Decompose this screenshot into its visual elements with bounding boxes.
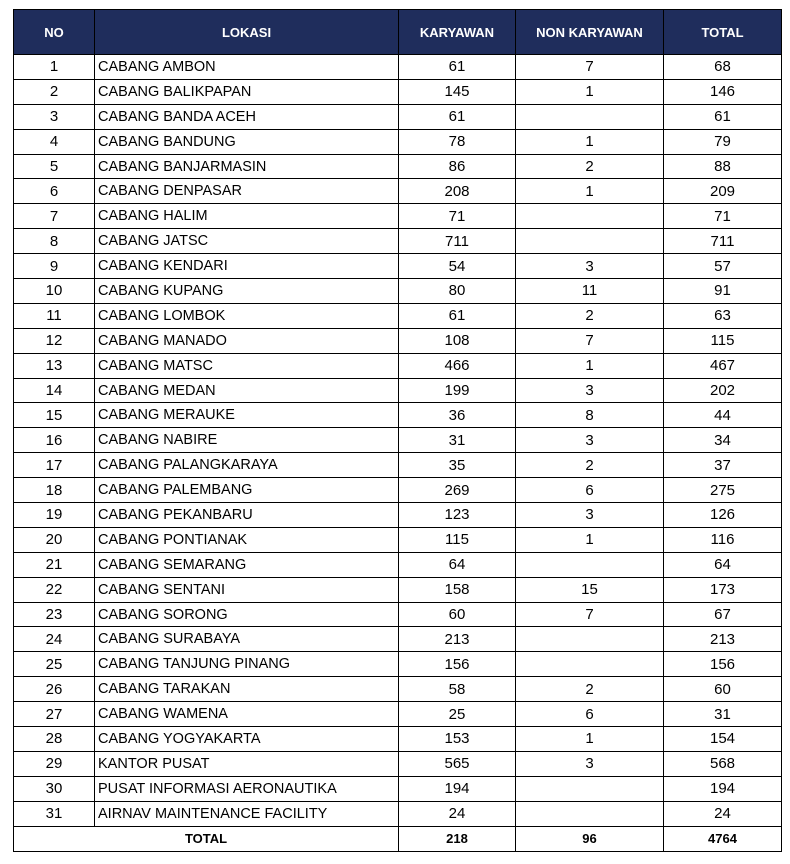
cell-karyawan: 61	[399, 55, 516, 80]
cell-no: 16	[14, 428, 95, 453]
cell-karyawan: 78	[399, 129, 516, 154]
table-row	[14, 378, 782, 403]
cell-no: 17	[14, 453, 95, 478]
table-footer	[14, 826, 782, 851]
table-row	[14, 776, 782, 801]
table-row	[14, 154, 782, 179]
cell-total: 68	[664, 55, 782, 80]
cell-non-karyawan	[516, 229, 664, 254]
cell-non-karyawan: 1	[516, 79, 664, 104]
table-row	[14, 204, 782, 229]
cell-total: 275	[664, 478, 782, 503]
cell-no: 7	[14, 204, 95, 229]
cell-lokasi: CABANG HALIM	[95, 204, 399, 229]
cell-total: 116	[664, 527, 782, 552]
header-karyawan: KARYAWAN	[399, 10, 516, 55]
cell-lokasi: CABANG PONTIANAK	[95, 527, 399, 552]
cell-karyawan: 80	[399, 279, 516, 304]
cell-total: 24	[664, 801, 782, 826]
cell-karyawan: 208	[399, 179, 516, 204]
cell-non-karyawan: 1	[516, 527, 664, 552]
cell-total: 156	[664, 652, 782, 677]
cell-no: 21	[14, 552, 95, 577]
table-row	[14, 751, 782, 776]
table-row	[14, 453, 782, 478]
cell-karyawan: 61	[399, 104, 516, 129]
header-total: TOTAL	[664, 10, 782, 55]
cell-total: 194	[664, 776, 782, 801]
cell-non-karyawan: 3	[516, 503, 664, 528]
cell-no: 27	[14, 702, 95, 727]
cell-no: 30	[14, 776, 95, 801]
cell-karyawan: 24	[399, 801, 516, 826]
cell-karyawan: 269	[399, 478, 516, 503]
cell-non-karyawan: 6	[516, 702, 664, 727]
cell-karyawan: 71	[399, 204, 516, 229]
cell-total: 60	[664, 677, 782, 702]
employee-table	[13, 9, 782, 852]
cell-lokasi: CABANG SURABAYA	[95, 627, 399, 652]
cell-non-karyawan	[516, 552, 664, 577]
cell-no: 28	[14, 727, 95, 752]
cell-total: 209	[664, 179, 782, 204]
cell-karyawan: 58	[399, 677, 516, 702]
cell-karyawan: 213	[399, 627, 516, 652]
cell-total: 44	[664, 403, 782, 428]
cell-non-karyawan	[516, 801, 664, 826]
cell-non-karyawan: 6	[516, 478, 664, 503]
cell-lokasi: CABANG MANADO	[95, 328, 399, 353]
cell-no: 31	[14, 801, 95, 826]
table-row	[14, 403, 782, 428]
table-row	[14, 129, 782, 154]
total-non-karyawan: 96	[516, 826, 664, 851]
cell-non-karyawan	[516, 104, 664, 129]
table-row	[14, 279, 782, 304]
cell-total: 34	[664, 428, 782, 453]
table-row	[14, 503, 782, 528]
cell-total: 57	[664, 254, 782, 279]
cell-no: 6	[14, 179, 95, 204]
table-body	[14, 55, 782, 827]
cell-total: 126	[664, 503, 782, 528]
table-row	[14, 353, 782, 378]
cell-karyawan: 36	[399, 403, 516, 428]
cell-lokasi: PUSAT INFORMASI AERONAUTIKA	[95, 776, 399, 801]
cell-non-karyawan: 7	[516, 602, 664, 627]
total-total: 4764	[664, 826, 782, 851]
cell-total: 213	[664, 627, 782, 652]
cell-non-karyawan: 3	[516, 751, 664, 776]
cell-lokasi: CABANG JATSC	[95, 229, 399, 254]
cell-non-karyawan: 2	[516, 453, 664, 478]
cell-no: 18	[14, 478, 95, 503]
table-row	[14, 478, 782, 503]
table-row	[14, 702, 782, 727]
total-karyawan: 218	[399, 826, 516, 851]
cell-non-karyawan: 2	[516, 154, 664, 179]
cell-non-karyawan	[516, 627, 664, 652]
cell-lokasi: CABANG PALEMBANG	[95, 478, 399, 503]
cell-karyawan: 108	[399, 328, 516, 353]
table-row	[14, 652, 782, 677]
cell-no: 29	[14, 751, 95, 776]
cell-non-karyawan: 1	[516, 179, 664, 204]
cell-karyawan: 199	[399, 378, 516, 403]
cell-karyawan: 156	[399, 652, 516, 677]
cell-lokasi: CABANG KUPANG	[95, 279, 399, 304]
cell-total: 154	[664, 727, 782, 752]
cell-total: 88	[664, 154, 782, 179]
cell-no: 24	[14, 627, 95, 652]
cell-total: 146	[664, 79, 782, 104]
table-row	[14, 229, 782, 254]
table-row	[14, 179, 782, 204]
cell-lokasi: CABANG SORONG	[95, 602, 399, 627]
table-row	[14, 677, 782, 702]
cell-karyawan: 54	[399, 254, 516, 279]
header-no: NO	[14, 10, 95, 55]
total-label: TOTAL	[14, 826, 399, 851]
cell-karyawan: 64	[399, 552, 516, 577]
cell-karyawan: 31	[399, 428, 516, 453]
header-row	[14, 10, 782, 55]
table-row	[14, 577, 782, 602]
cell-no: 14	[14, 378, 95, 403]
total-row	[14, 826, 782, 851]
cell-lokasi: CABANG LOMBOK	[95, 303, 399, 328]
cell-non-karyawan: 1	[516, 353, 664, 378]
cell-non-karyawan: 3	[516, 254, 664, 279]
cell-total: 711	[664, 229, 782, 254]
table-row	[14, 104, 782, 129]
cell-no: 1	[14, 55, 95, 80]
table-row	[14, 727, 782, 752]
cell-non-karyawan: 15	[516, 577, 664, 602]
cell-no: 10	[14, 279, 95, 304]
table-header	[14, 10, 782, 55]
cell-karyawan: 145	[399, 79, 516, 104]
cell-lokasi: CABANG BANDUNG	[95, 129, 399, 154]
cell-non-karyawan: 3	[516, 428, 664, 453]
cell-lokasi: CABANG DENPASAR	[95, 179, 399, 204]
table-row	[14, 602, 782, 627]
cell-total: 31	[664, 702, 782, 727]
cell-total: 79	[664, 129, 782, 154]
cell-total: 115	[664, 328, 782, 353]
table-row	[14, 801, 782, 826]
table-row	[14, 552, 782, 577]
cell-non-karyawan: 1	[516, 129, 664, 154]
cell-total: 61	[664, 104, 782, 129]
cell-karyawan: 35	[399, 453, 516, 478]
cell-karyawan: 60	[399, 602, 516, 627]
cell-karyawan: 158	[399, 577, 516, 602]
cell-no: 13	[14, 353, 95, 378]
cell-total: 67	[664, 602, 782, 627]
cell-no: 5	[14, 154, 95, 179]
table-row	[14, 55, 782, 80]
cell-lokasi: CABANG WAMENA	[95, 702, 399, 727]
cell-no: 3	[14, 104, 95, 129]
cell-no: 12	[14, 328, 95, 353]
cell-lokasi: CABANG PEKANBARU	[95, 503, 399, 528]
cell-total: 91	[664, 279, 782, 304]
cell-lokasi: CABANG TANJUNG PINANG	[95, 652, 399, 677]
cell-no: 9	[14, 254, 95, 279]
table-row	[14, 428, 782, 453]
cell-total: 63	[664, 303, 782, 328]
cell-no: 22	[14, 577, 95, 602]
cell-lokasi: CABANG TARAKAN	[95, 677, 399, 702]
cell-non-karyawan: 7	[516, 55, 664, 80]
header-lokasi: LOKASI	[95, 10, 399, 55]
cell-no: 15	[14, 403, 95, 428]
cell-total: 568	[664, 751, 782, 776]
cell-lokasi: CABANG SENTANI	[95, 577, 399, 602]
cell-non-karyawan: 2	[516, 303, 664, 328]
cell-no: 26	[14, 677, 95, 702]
cell-lokasi: CABANG BALIKPAPAN	[95, 79, 399, 104]
cell-lokasi: CABANG BANDA ACEH	[95, 104, 399, 129]
cell-no: 20	[14, 527, 95, 552]
cell-karyawan: 86	[399, 154, 516, 179]
cell-non-karyawan: 2	[516, 677, 664, 702]
cell-karyawan: 194	[399, 776, 516, 801]
table-row	[14, 79, 782, 104]
cell-non-karyawan: 3	[516, 378, 664, 403]
cell-no: 19	[14, 503, 95, 528]
cell-total: 173	[664, 577, 782, 602]
cell-lokasi: CABANG AMBON	[95, 55, 399, 80]
cell-total: 467	[664, 353, 782, 378]
cell-karyawan: 711	[399, 229, 516, 254]
cell-no: 11	[14, 303, 95, 328]
cell-non-karyawan: 11	[516, 279, 664, 304]
cell-lokasi: CABANG MEDAN	[95, 378, 399, 403]
cell-lokasi: CABANG BANJARMASIN	[95, 154, 399, 179]
cell-lokasi: CABANG NABIRE	[95, 428, 399, 453]
employee-table-container	[13, 9, 782, 852]
table-row	[14, 527, 782, 552]
cell-non-karyawan	[516, 652, 664, 677]
cell-lokasi: CABANG MATSC	[95, 353, 399, 378]
table-row	[14, 328, 782, 353]
cell-non-karyawan	[516, 204, 664, 229]
cell-no: 8	[14, 229, 95, 254]
cell-total: 64	[664, 552, 782, 577]
cell-lokasi: CABANG MERAUKE	[95, 403, 399, 428]
cell-no: 2	[14, 79, 95, 104]
cell-karyawan: 466	[399, 353, 516, 378]
cell-karyawan: 123	[399, 503, 516, 528]
table-row	[14, 254, 782, 279]
table-row	[14, 303, 782, 328]
cell-non-karyawan: 1	[516, 727, 664, 752]
cell-lokasi: AIRNAV MAINTENANCE FACILITY	[95, 801, 399, 826]
cell-lokasi: CABANG KENDARI	[95, 254, 399, 279]
header-non-karyawan: NON KARYAWAN	[516, 10, 664, 55]
cell-total: 37	[664, 453, 782, 478]
cell-lokasi: CABANG SEMARANG	[95, 552, 399, 577]
table-row	[14, 627, 782, 652]
cell-karyawan: 115	[399, 527, 516, 552]
cell-non-karyawan: 7	[516, 328, 664, 353]
cell-no: 23	[14, 602, 95, 627]
cell-non-karyawan	[516, 776, 664, 801]
cell-total: 202	[664, 378, 782, 403]
cell-karyawan: 25	[399, 702, 516, 727]
cell-lokasi: KANTOR PUSAT	[95, 751, 399, 776]
cell-karyawan: 153	[399, 727, 516, 752]
cell-karyawan: 565	[399, 751, 516, 776]
cell-lokasi: CABANG PALANGKARAYA	[95, 453, 399, 478]
cell-total: 71	[664, 204, 782, 229]
cell-karyawan: 61	[399, 303, 516, 328]
cell-lokasi: CABANG YOGYAKARTA	[95, 727, 399, 752]
cell-non-karyawan: 8	[516, 403, 664, 428]
cell-no: 25	[14, 652, 95, 677]
cell-no: 4	[14, 129, 95, 154]
